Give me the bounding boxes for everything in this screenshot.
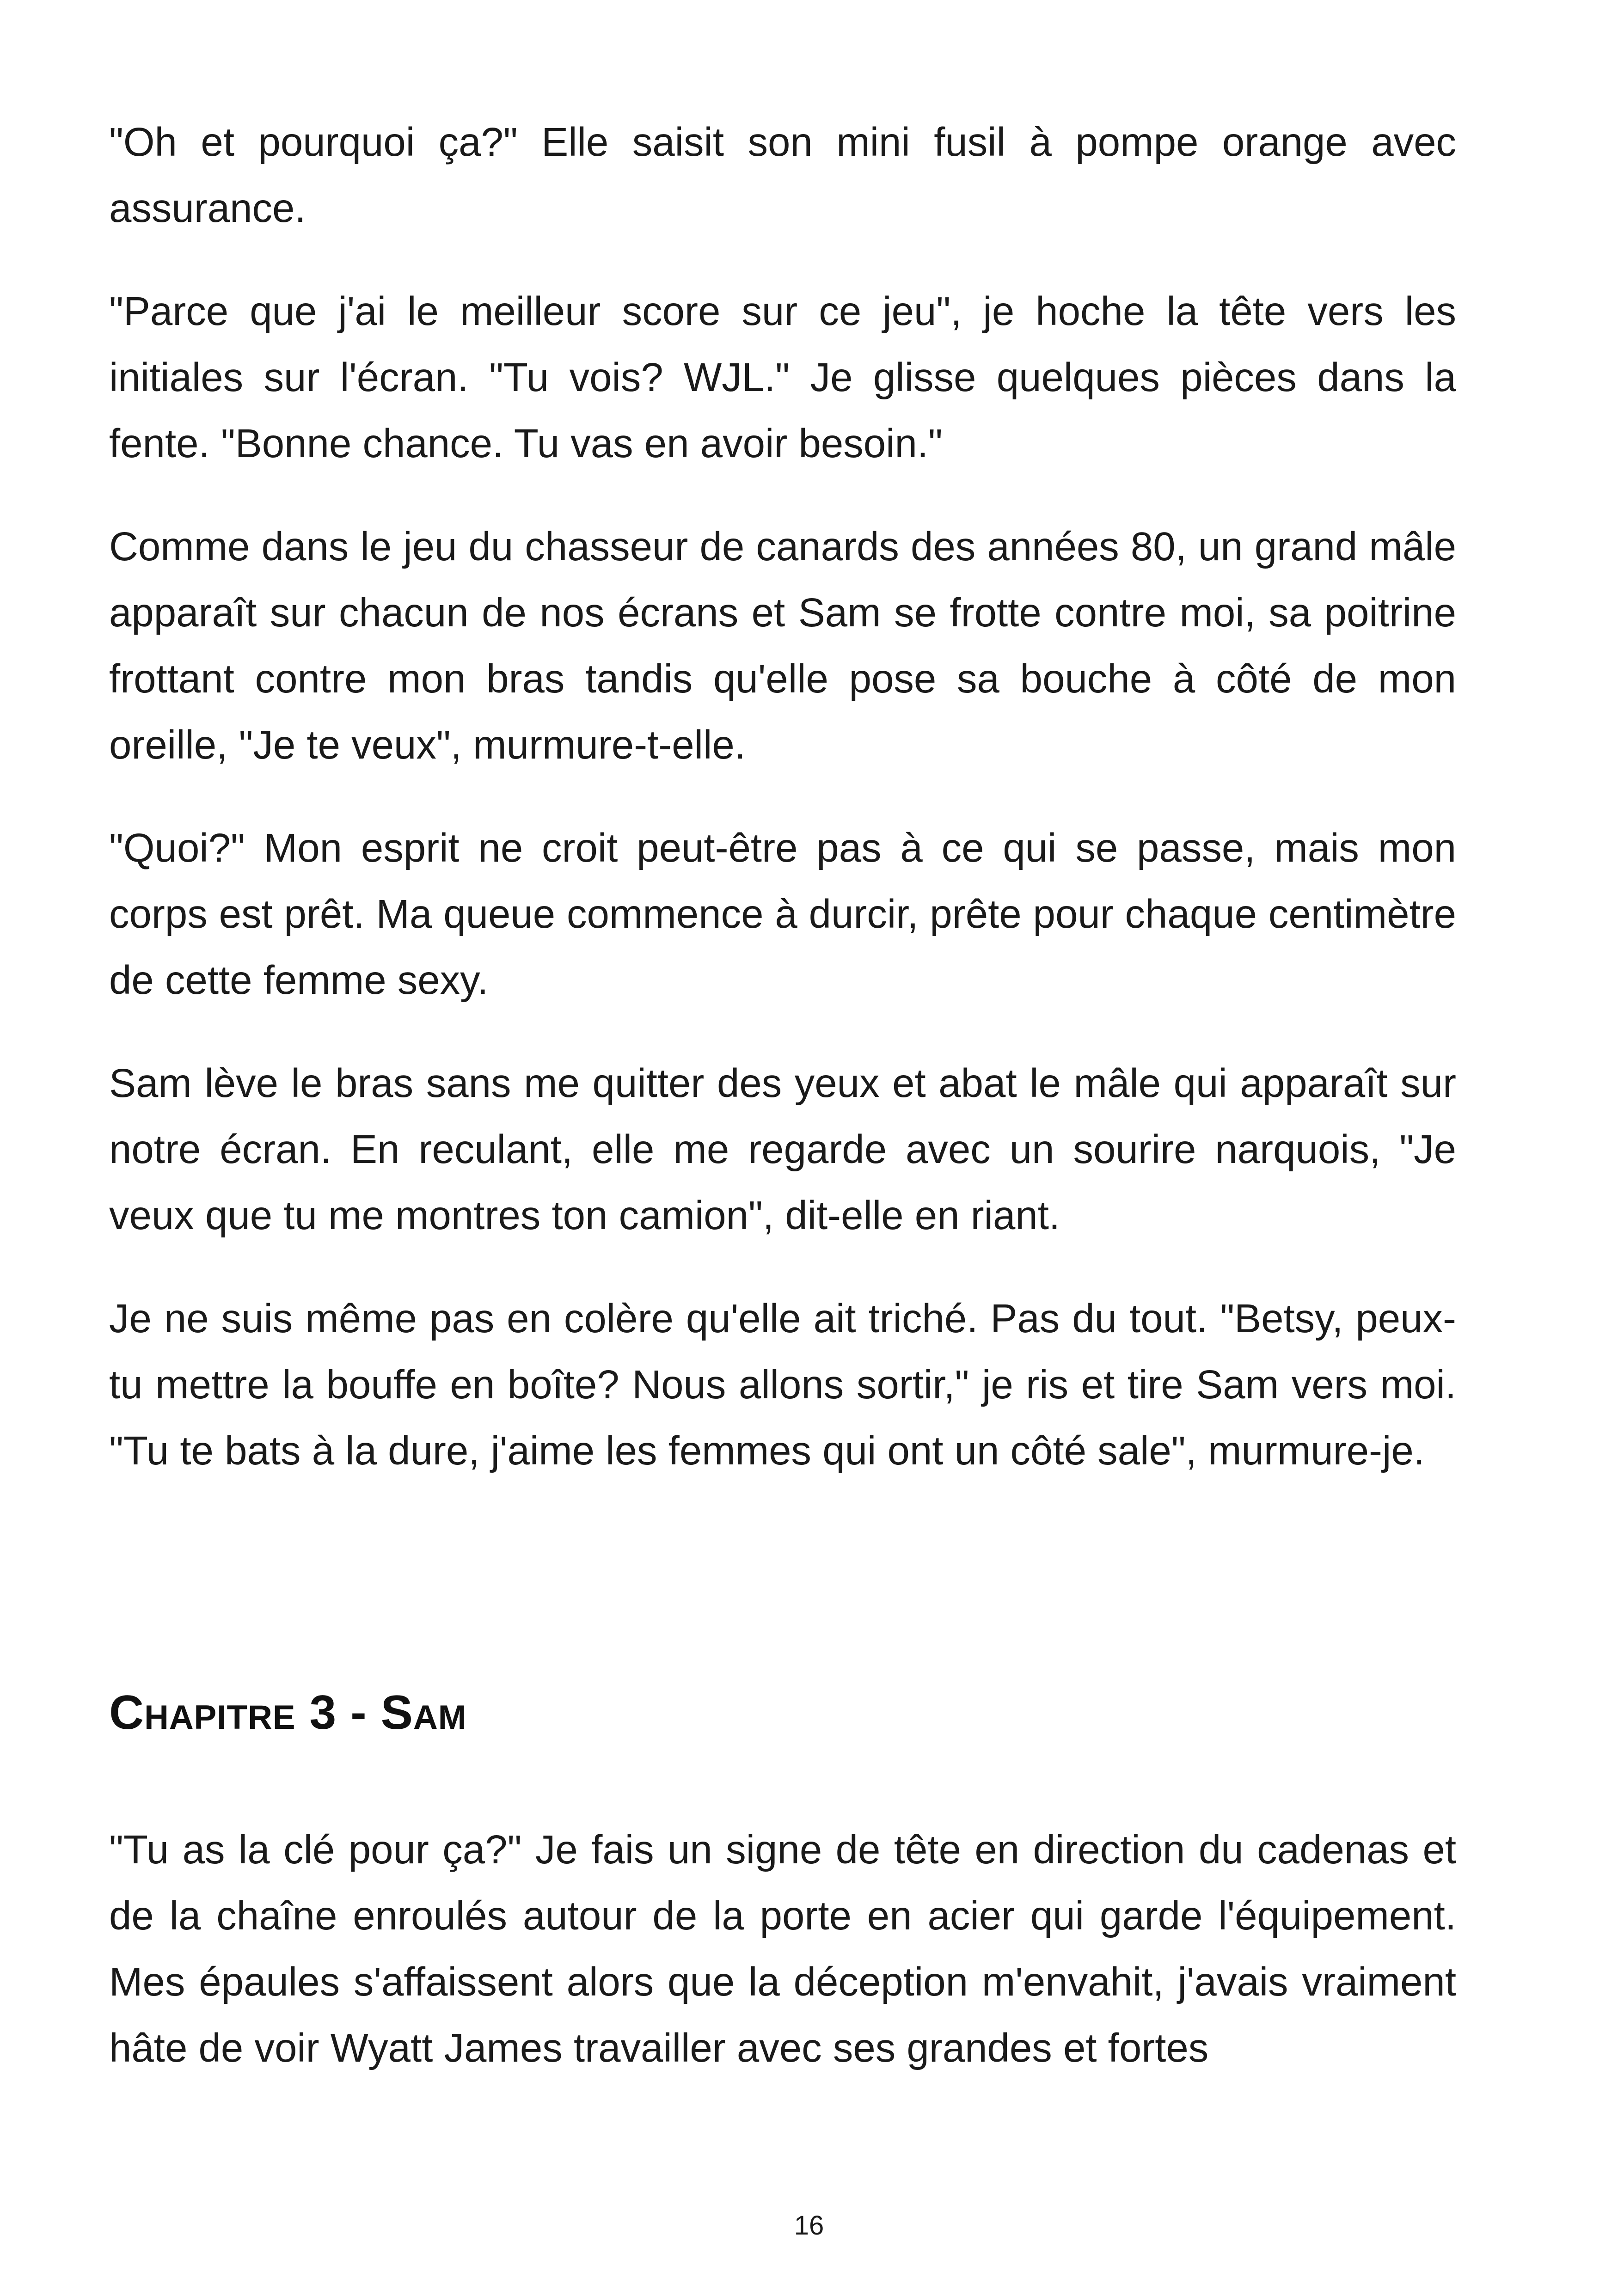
text-block-top [109, 109, 1456, 1484]
paragraph: "Oh et pourquoi ça?" Elle saisit son mini fusil à pompe orange avec assurance. [109, 120, 1456, 231]
chapter-heading: Chapitre 3 - Sam [109, 1686, 467, 1739]
paragraph: Comme dans le jeu du chasseur de canards des années 80, un grand mâle apparaît sur chacun de nos écrans et Sam se frotte contre moi, sa poitrine frottant contre mon bras tandis qu'elle pose sa bouche à côté de mon oreille, "Je te veux", murmure-t-elle. [109, 524, 1456, 767]
paragraph: "Parce que j'ai le meilleur score sur ce jeu", je hoche la tête vers les initiales sur l'écran. "Tu vois? WJL." Je glisse quelques pièces dans la fente. "Bonne chance. Tu vas en avoir besoin." [109, 289, 1456, 466]
page-number: 16 [794, 2210, 824, 2241]
paragraph: Je ne suis même pas en colère qu'elle ait triché. Pas du tout. "Betsy, peux-tu mettre la bouffe en boîte? Nous allons sortir," je ris et tire Sam vers moi. "Tu te bats à la dure, j'aime les femmes qui ont un côté sale", murmure-je. [109, 1296, 1456, 1473]
text-block-bottom [109, 1817, 1456, 2081]
paragraph: Sam lève le bras sans me quitter des yeux et abat le mâle qui apparaît sur notre écran. En reculant, elle me regarde avec un sourire narquois, "Je veux que tu me montres ton camion", dit-elle en riant. [109, 1061, 1456, 1238]
paragraph: "Quoi?" Mon esprit ne croit peut-être pas à ce qui se passe, mais mon corps est prêt. Ma queue commence à durcir, prête pour chaque centimètre de cette femme sexy. [109, 826, 1456, 1003]
paragraph: "Tu as la clé pour ça?" Je fais un signe de tête en direction du cadenas et de la chaîne enroulés autour de la porte en acier qui garde l'équipement. Mes épaules s'affaissent alors que la déception m'envahit, j'avais vraiment hâte de voir Wyatt James travailler avec ses grandes et fortes [109, 1827, 1456, 2070]
